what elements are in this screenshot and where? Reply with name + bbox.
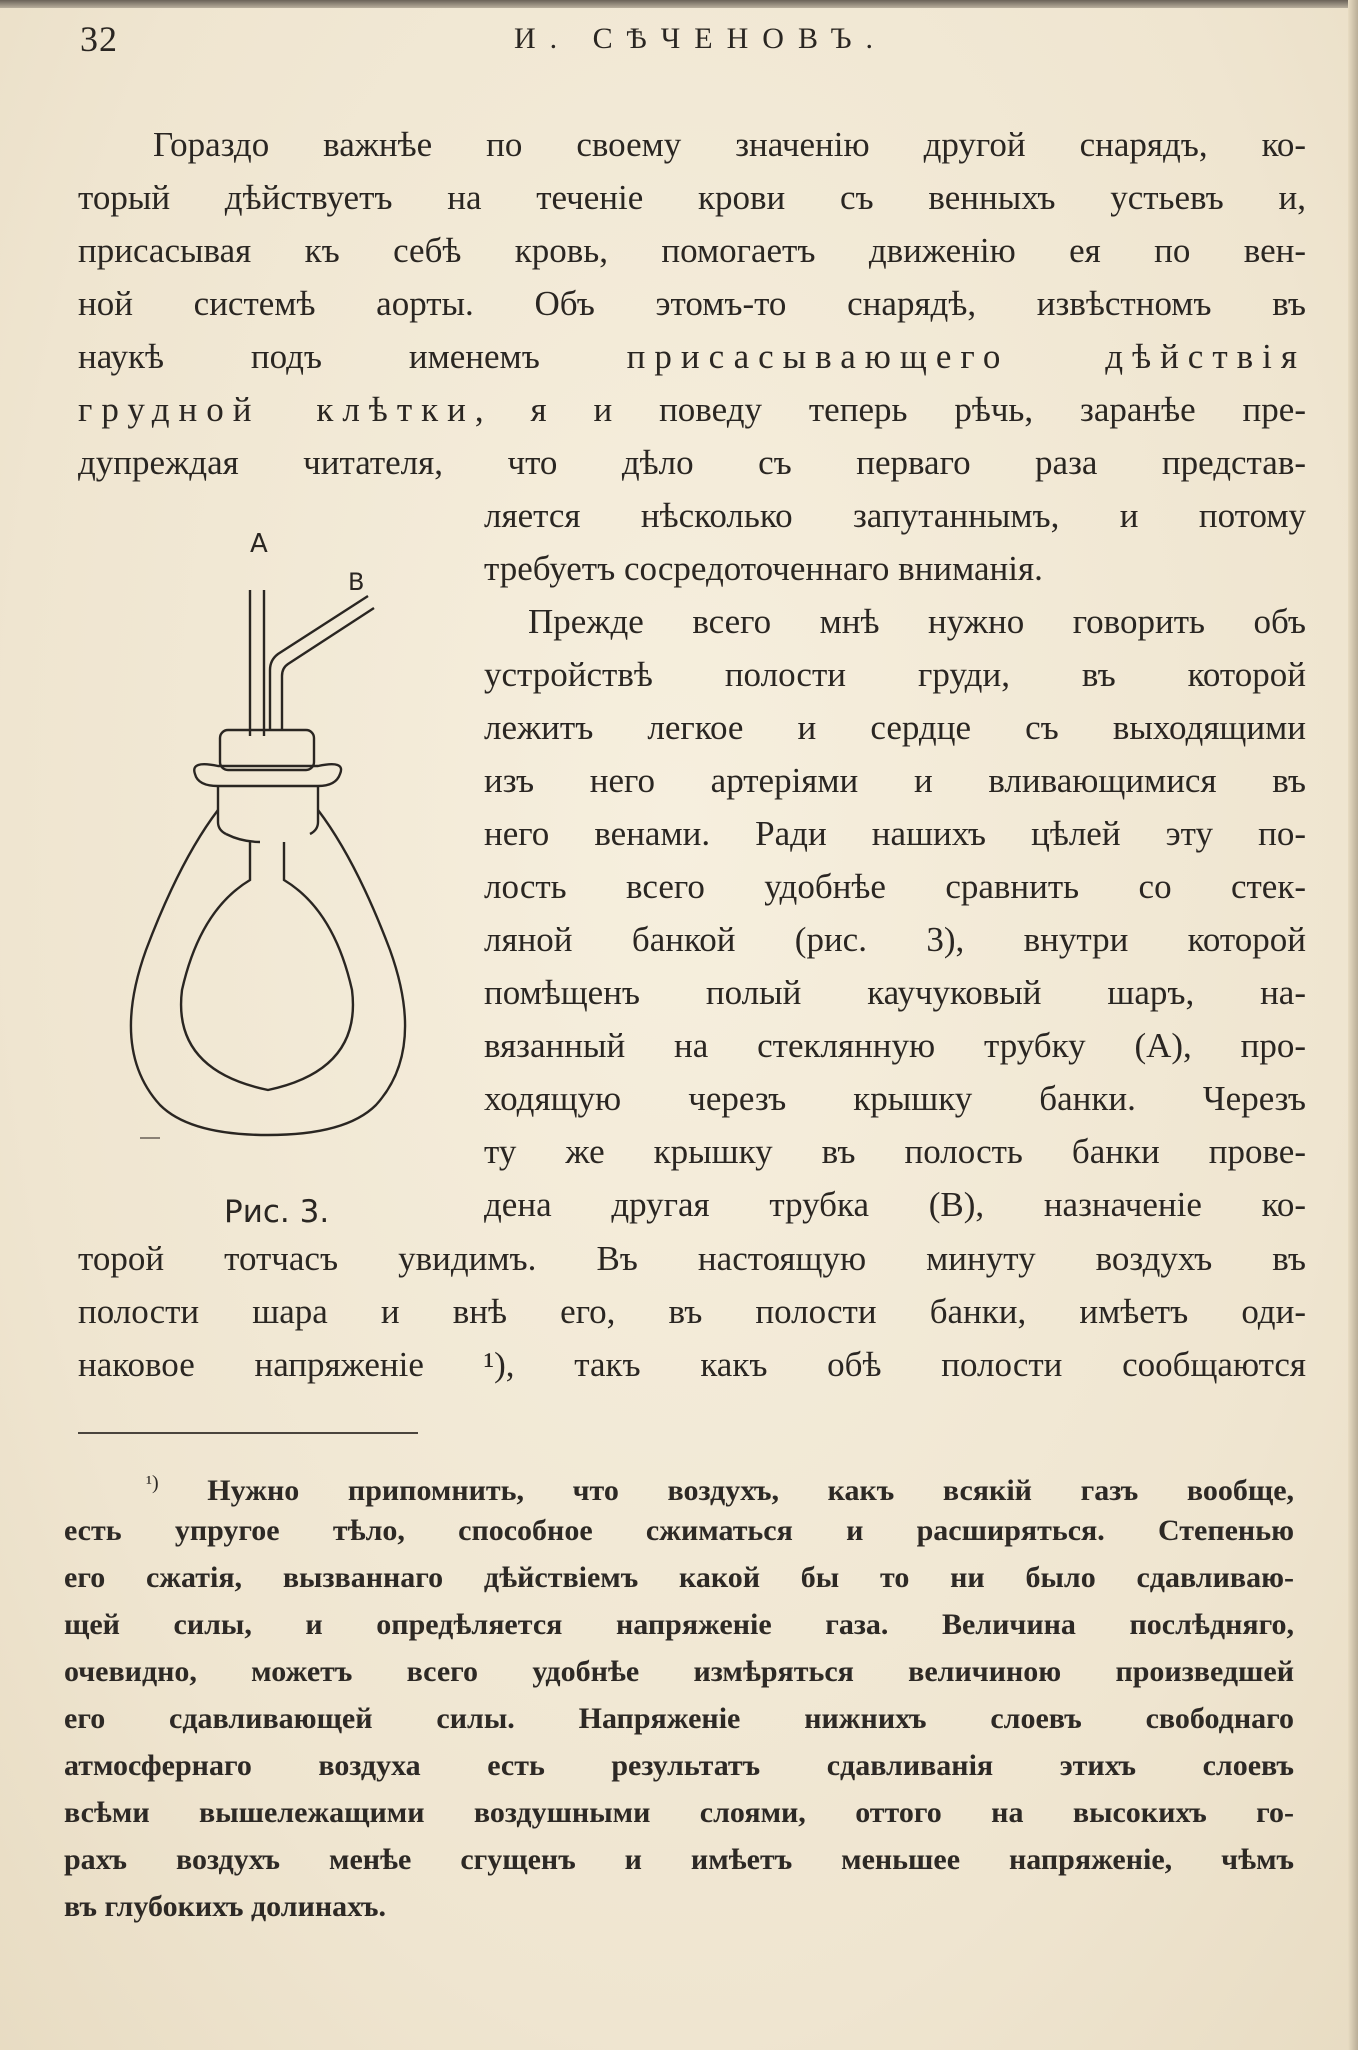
text-line: требуетъ сосредоточеннаго вниманія. <box>484 549 1043 588</box>
text-line: ту же крышку въ полость банки прове- <box>484 1132 1306 1171</box>
text-line: Гораздо важнѣе по своему значенію другой снарядъ, ко- <box>153 125 1306 164</box>
emphasized-term: присасывающего дѣйствія <box>626 337 1306 376</box>
text-line: него венами. Ради нашихъ цѣлей эту по- <box>484 814 1306 853</box>
bell-jar-illustration <box>100 530 430 1170</box>
running-head: И. СѢЧЕНОВЪ. <box>514 22 888 55</box>
text-line: торый дѣйствуетъ на теченіе крови съ венныхъ устьевъ и, <box>78 178 1306 217</box>
neck-left <box>218 786 226 834</box>
text-span: Нужно припомнить, что воздухъ, какъ всякій газъ вообще, <box>207 1474 1295 1507</box>
footnote-line <box>64 1460 1294 1507</box>
text-line: лежитъ легкое и сердце съ выходящими <box>484 708 1306 747</box>
footnote-line: въ глубокихъ долинахъ. <box>64 1890 387 1923</box>
text-line: ной системѣ аорты. Объ этомъ-то снарядѣ, извѣстномъ въ <box>78 284 1306 323</box>
stopper-bottom <box>226 834 260 842</box>
footnote-line: его сдавливающей силы. Напряженіе нижнихъ слоевъ свободнаго <box>64 1702 1294 1735</box>
text-line <box>78 383 1306 436</box>
figure-bell-jar <box>100 530 430 1170</box>
figure-caption: Рис. 3. <box>224 1194 330 1230</box>
text-line: ходящую черезъ крышку банки. Черезъ <box>484 1079 1306 1118</box>
text-line: присасывая къ себѣ кровь, помогаетъ движенію ея по вен- <box>78 231 1306 270</box>
text-line: помѣщенъ полый каучуковый шаръ, на- <box>484 973 1306 1012</box>
stopper <box>220 730 314 770</box>
text-line: изъ него артеріями и вливающимися въ <box>484 761 1306 800</box>
footnote-rule <box>78 1432 418 1434</box>
label-b: B <box>348 568 365 596</box>
footnote-line: атмосфернаго воздуха есть результатъ сдавливанія этихъ слоевъ <box>64 1749 1294 1782</box>
jar-rim <box>194 764 341 786</box>
text-line: дупреждая читателя, что дѣло съ перваго раза представ- <box>78 443 1306 482</box>
text-line: устройствѣ полости груди, въ которой <box>484 655 1306 694</box>
tube-b-left <box>270 596 368 730</box>
footnote <box>64 1460 1294 1930</box>
text-line: ляется нѣсколько запутаннымъ, и потому <box>484 496 1306 535</box>
footnote-line: его сжатія, вызваннаго дѣйствіемъ какой бы то ни было сдавливаю- <box>64 1561 1294 1594</box>
footnote-marker: ¹) <box>146 1472 159 1494</box>
page-right-edge <box>1348 0 1358 2050</box>
footnote-line: всѣми вышележащими воздушными слоями, оттого на высокихъ го- <box>64 1796 1294 1829</box>
emphasized-term: грудной клѣтки <box>78 390 475 429</box>
text-span: , я и поведу теперь рѣчь, заранѣе пре- <box>474 390 1306 429</box>
text-line: наковое напряженіе ¹), такъ какъ обѣ полости сообщаются <box>78 1345 1306 1384</box>
paragraph-1 <box>78 118 1306 489</box>
text-line: вязанный на стеклянную трубку (А), про- <box>484 1026 1306 1065</box>
footnote-line: щей силы, и опредѣляется напряженіе газа. Величина послѣдняго, <box>64 1608 1294 1641</box>
text-line: дена другая трубка (В), назначеніе ко- <box>484 1185 1306 1224</box>
neck-right <box>310 786 318 834</box>
footnote-line: есть упругое тѣло, способное сжиматься и расширяться. Степенью <box>64 1514 1294 1547</box>
text-line: лость всего удобнѣе сравнить со стек- <box>484 867 1306 906</box>
text-line: полости шара и внѣ его, въ полости банки, имѣетъ оди- <box>78 1292 1306 1331</box>
text-line: Прежде всего мнѣ нужно говорить объ <box>528 602 1306 641</box>
tube-b-right <box>282 608 374 730</box>
page-top-edge <box>0 0 1358 8</box>
text-span: наукѣ подъ именемъ <box>78 337 540 376</box>
text-line: торой тотчасъ увидимъ. Въ настоящую минуту воздухъ въ <box>78 1239 1306 1278</box>
rubber-balloon <box>181 842 353 1090</box>
footnote-line: рахъ воздухъ менѣе сгущенъ и имѣетъ меньшее напряженіе, чѣмъ <box>64 1843 1294 1876</box>
text-beside-figure <box>484 489 1306 1231</box>
page-number: 32 <box>80 19 118 59</box>
jar-body <box>131 810 405 1135</box>
paragraph-continued <box>78 1232 1306 1391</box>
text-line: ляной банкой (рис. 3), внутри которой <box>484 920 1306 959</box>
text-line <box>78 330 1306 383</box>
label-a: A <box>250 530 268 559</box>
footnote-line: очевидно, можетъ всего удобнѣе измѣряться величиною произведшей <box>64 1655 1294 1688</box>
